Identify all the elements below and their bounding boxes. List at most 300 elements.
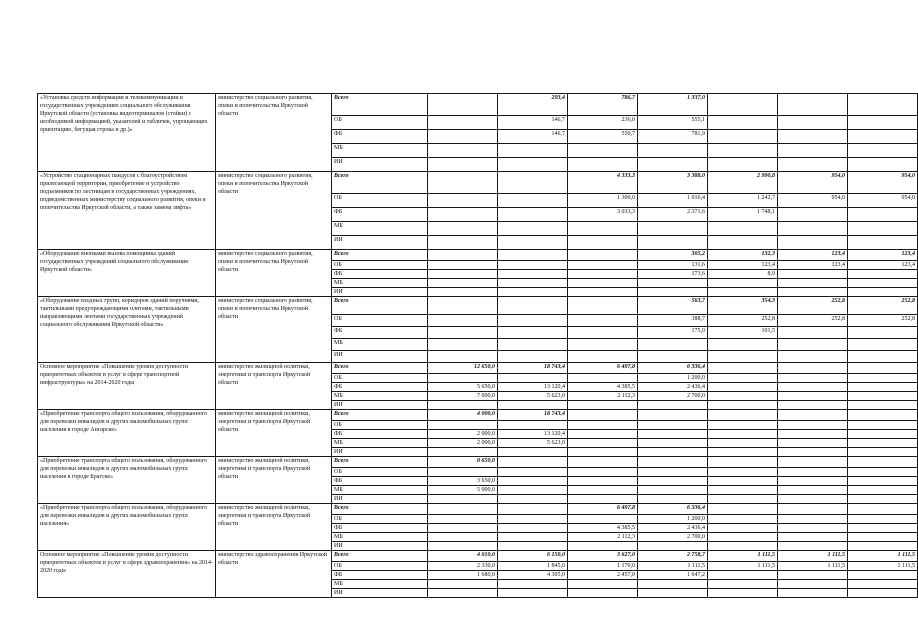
amount-cell: [708, 439, 778, 448]
amount-cell: [428, 194, 498, 208]
amount-cell: 4 010,0: [428, 551, 498, 562]
amount-cell: [708, 571, 778, 580]
executor-text: министерство социального развития, опеки и попечительства Иркутской области: [218, 95, 313, 117]
amount-cell: [428, 208, 498, 222]
executor: [216, 504, 332, 551]
amount-cell: [638, 589, 708, 598]
amount-cell: 252,8: [708, 315, 778, 327]
amount-cell: 2 330,0: [428, 562, 498, 571]
amount-cell: [638, 236, 708, 250]
amount-cell: [428, 222, 498, 236]
amount-cell: [568, 236, 638, 250]
activity-name: [38, 410, 216, 457]
amount-cell: [428, 130, 498, 144]
amount-cell: [568, 351, 638, 363]
executor: [216, 172, 332, 250]
amount-cell: 1 300,0: [568, 194, 638, 208]
amount-cell: [428, 315, 498, 327]
activity-name: [38, 457, 216, 504]
amount-cell: [498, 236, 568, 250]
amount-cell: [428, 421, 498, 430]
amount-cell: [568, 327, 638, 339]
funding-source: ФБ: [332, 383, 428, 392]
amount-cell: [848, 457, 918, 468]
amount-cell: 1 111,5: [848, 562, 918, 571]
amount-cell: 5 000,0: [428, 486, 498, 495]
amount-cell: [778, 288, 848, 297]
amount-cell: [778, 457, 848, 468]
amount-cell: [428, 401, 498, 410]
amount-cell: [638, 486, 708, 495]
amount-cell: [708, 504, 778, 515]
funding-source: Всего: [332, 363, 428, 374]
amount-cell: 1 111,5: [708, 551, 778, 562]
activity-name: [38, 504, 216, 551]
amount-cell: [638, 410, 708, 421]
amount-cell: [498, 270, 568, 279]
executor-text: министерство социального развития, опеки и попечительства Иркутской области: [218, 173, 313, 195]
activity-name-text: «Приобретение транспорта общего пользования, оборудованного для перевозки инвалидов и других маломобильных групп населения в городе Ангарске»: [40, 411, 208, 433]
amount-cell: 2 371,6: [638, 208, 708, 222]
amount-cell: 1 337,0: [638, 94, 708, 116]
amount-cell: 123,4: [778, 250, 848, 261]
amount-cell: [778, 477, 848, 486]
amount-cell: 1 200,0: [638, 374, 708, 383]
amount-cell: [428, 448, 498, 457]
amount-cell: [498, 495, 568, 504]
amount-cell: [708, 130, 778, 144]
amount-cell: [778, 589, 848, 598]
amount-cell: [848, 486, 918, 495]
amount-cell: [708, 421, 778, 430]
amount-cell: [568, 580, 638, 589]
amount-cell: [708, 222, 778, 236]
amount-cell: [498, 477, 568, 486]
amount-cell: [638, 158, 708, 172]
amount-cell: [498, 589, 568, 598]
amount-cell: [848, 94, 918, 116]
amount-cell: [638, 288, 708, 297]
funding-source: ФБ: [332, 270, 428, 279]
amount-cell: [848, 542, 918, 551]
amount-cell: [708, 392, 778, 401]
amount-cell: [428, 261, 498, 270]
amount-cell: 173,6: [638, 270, 708, 279]
amount-cell: [498, 279, 568, 288]
funding-source: МБ: [332, 392, 428, 401]
amount-cell: [638, 430, 708, 439]
amount-cell: [568, 495, 638, 504]
funding-source: МБ: [332, 486, 428, 495]
funding-source: ОБ: [332, 194, 428, 208]
amount-cell: 6 150,0: [498, 551, 568, 562]
activity-name-text: «Установка средств информации и телекоммуникации в государственных учреждениях социального обслуживания Иркутской области (установка видеотерминалов (стойки) с необходимой информацией, указателей и табличек, упрощающих ориентацию, бегущая строка и др.)»: [40, 95, 208, 133]
amount-cell: [568, 158, 638, 172]
table-row: [38, 297, 918, 315]
amount-cell: [498, 339, 568, 351]
amount-cell: 781,9: [638, 130, 708, 144]
amount-cell: [848, 410, 918, 421]
amount-cell: [778, 580, 848, 589]
amount-cell: [498, 580, 568, 589]
amount-cell: [848, 279, 918, 288]
funding-source: МБ: [332, 222, 428, 236]
amount-cell: [708, 339, 778, 351]
amount-cell: [708, 144, 778, 158]
amount-cell: [498, 401, 568, 410]
amount-cell: [848, 448, 918, 457]
amount-cell: [778, 116, 848, 130]
amount-cell: 3 627,0: [568, 551, 638, 562]
amount-cell: [498, 261, 568, 270]
amount-cell: 5 650,0: [428, 383, 498, 392]
funding-source: ФБ: [332, 430, 428, 439]
amount-cell: [568, 515, 638, 524]
amount-cell: [778, 401, 848, 410]
amount-cell: [638, 468, 708, 477]
amount-cell: [568, 477, 638, 486]
amount-cell: [778, 486, 848, 495]
amount-cell: [498, 351, 568, 363]
amount-cell: [848, 533, 918, 542]
amount-cell: 3 650,0: [428, 477, 498, 486]
amount-cell: [708, 401, 778, 410]
table-row: [38, 94, 918, 116]
amount-cell: [848, 158, 918, 172]
amount-cell: 305,2: [638, 250, 708, 261]
executor: [216, 551, 332, 598]
amount-cell: [708, 486, 778, 495]
amount-cell: [848, 589, 918, 598]
amount-cell: [428, 158, 498, 172]
funding-source: ОБ: [332, 261, 428, 270]
amount-cell: 6 336,4: [638, 363, 708, 374]
amount-cell: [708, 94, 778, 116]
activity-name: [38, 297, 216, 363]
amount-cell: 4 385,5: [568, 524, 638, 533]
amount-cell: [498, 457, 568, 468]
activity-name-text: «Приобретение транспорта общего пользования, оборудованного для перевозки инвалидов и других маломобильных групп населения»: [40, 505, 208, 527]
budget-table: [37, 93, 918, 598]
amount-cell: [428, 468, 498, 477]
amount-cell: [498, 448, 568, 457]
funding-source: ИИ: [332, 351, 428, 363]
amount-cell: [498, 504, 568, 515]
funding-source: МБ: [332, 580, 428, 589]
amount-cell: 7 000,0: [428, 392, 498, 401]
amount-cell: [848, 401, 918, 410]
funding-source: ИИ: [332, 448, 428, 457]
funding-source: Всего: [332, 504, 428, 515]
amount-cell: [498, 208, 568, 222]
amount-cell: 1 845,0: [498, 562, 568, 571]
amount-cell: [778, 363, 848, 374]
amount-cell: [428, 236, 498, 250]
amount-cell: 1 111,5: [638, 562, 708, 571]
amount-cell: 293,4: [498, 94, 568, 116]
amount-cell: 954,0: [778, 194, 848, 208]
funding-source: ИИ: [332, 542, 428, 551]
funding-source: Всего: [332, 551, 428, 562]
amount-cell: [498, 194, 568, 208]
executor: [216, 297, 332, 363]
activity-name-text: «Устройство стационарных пандусов с благоустройством прилегающей территории, приобретение и устройство подъемников по лестницам в государственных учреждениях, подведомственных министерству социального развития, опеки и попечительства Иркутской области, а также замена лифта»: [40, 173, 206, 211]
amount-cell: 18 743,4: [498, 363, 568, 374]
amount-cell: [778, 208, 848, 222]
amount-cell: [428, 542, 498, 551]
amount-cell: [498, 288, 568, 297]
amount-cell: 2 700,0: [638, 533, 708, 542]
executor-text: министерство социального развития, опеки и попечительства Иркутской области: [218, 251, 313, 273]
funding-source: МБ: [332, 279, 428, 288]
amount-cell: [708, 351, 778, 363]
amount-cell: [428, 504, 498, 515]
amount-cell: [498, 486, 568, 495]
amount-cell: 2 758,7: [638, 551, 708, 562]
amount-cell: [848, 383, 918, 392]
amount-cell: 6 497,8: [568, 363, 638, 374]
amount-cell: [638, 439, 708, 448]
amount-cell: [498, 533, 568, 542]
executor-text: министерство жилищной политики, энергетики и транспорта Иркутской области: [218, 364, 311, 386]
amount-cell: 132,3: [708, 250, 778, 261]
amount-cell: [708, 580, 778, 589]
amount-cell: [778, 236, 848, 250]
amount-cell: [708, 457, 778, 468]
amount-cell: 175,0: [638, 327, 708, 339]
table-row: [38, 172, 918, 194]
amount-cell: 550,7: [568, 130, 638, 144]
amount-cell: [568, 288, 638, 297]
amount-cell: [638, 222, 708, 236]
amount-cell: 2 000,0: [428, 439, 498, 448]
table-row: [38, 363, 918, 374]
amount-cell: [638, 144, 708, 158]
amount-cell: 954,0: [848, 194, 918, 208]
table-body: [38, 94, 918, 598]
amount-cell: [778, 410, 848, 421]
amount-cell: [848, 116, 918, 130]
amount-cell: 2 436,4: [638, 524, 708, 533]
amount-cell: [428, 327, 498, 339]
amount-cell: 354,3: [708, 297, 778, 315]
amount-cell: [638, 448, 708, 457]
amount-cell: [778, 542, 848, 551]
funding-source: МБ: [332, 339, 428, 351]
amount-cell: 146,7: [498, 130, 568, 144]
funding-source: ФБ: [332, 477, 428, 486]
amount-cell: [708, 477, 778, 486]
amount-cell: 12 650,0: [428, 363, 498, 374]
amount-cell: [568, 297, 638, 315]
amount-cell: [708, 468, 778, 477]
amount-cell: [568, 279, 638, 288]
amount-cell: 1 680,0: [428, 571, 498, 580]
amount-cell: [708, 279, 778, 288]
amount-cell: [498, 222, 568, 236]
activity-name: [38, 250, 216, 297]
funding-source: ОБ: [332, 374, 428, 383]
amount-cell: [848, 421, 918, 430]
funding-source: ОБ: [332, 468, 428, 477]
funding-source: МБ: [332, 144, 428, 158]
amount-cell: [708, 430, 778, 439]
amount-cell: 123,4: [708, 261, 778, 270]
table-row: [38, 250, 918, 261]
amount-cell: [708, 495, 778, 504]
amount-cell: 6 497,8: [568, 504, 638, 515]
amount-cell: [848, 392, 918, 401]
funding-source: ИИ: [332, 288, 428, 297]
amount-cell: 252,8: [848, 315, 918, 327]
amount-cell: 8,9: [708, 270, 778, 279]
amount-cell: [428, 270, 498, 279]
amount-cell: [848, 270, 918, 279]
table-row: [38, 504, 918, 515]
amount-cell: [848, 468, 918, 477]
amount-cell: [848, 495, 918, 504]
amount-cell: 954,0: [778, 172, 848, 194]
amount-cell: [708, 383, 778, 392]
amount-cell: [568, 468, 638, 477]
amount-cell: [848, 222, 918, 236]
amount-cell: [848, 130, 918, 144]
amount-cell: 1 170,0: [568, 562, 638, 571]
activity-name: [38, 363, 216, 410]
amount-cell: [498, 315, 568, 327]
amount-cell: [848, 374, 918, 383]
amount-cell: [428, 172, 498, 194]
amount-cell: [638, 542, 708, 551]
amount-cell: [498, 374, 568, 383]
amount-cell: 236,0: [568, 116, 638, 130]
amount-cell: [778, 448, 848, 457]
amount-cell: [638, 495, 708, 504]
amount-cell: [638, 421, 708, 430]
funding-source: ФБ: [332, 571, 428, 580]
amount-cell: [778, 524, 848, 533]
amount-cell: [428, 515, 498, 524]
funding-source: ФБ: [332, 327, 428, 339]
amount-cell: [778, 571, 848, 580]
amount-cell: [638, 351, 708, 363]
amount-cell: 3 033,3: [568, 208, 638, 222]
amount-cell: [568, 486, 638, 495]
amount-cell: [498, 327, 568, 339]
funding-source: Всего: [332, 457, 428, 468]
amount-cell: [568, 589, 638, 598]
amount-cell: [638, 580, 708, 589]
amount-cell: 146,7: [498, 116, 568, 130]
funding-source: МБ: [332, 533, 428, 542]
funding-source: Всего: [332, 94, 428, 116]
amount-cell: [428, 144, 498, 158]
activity-name: [38, 172, 216, 250]
funding-source: ОБ: [332, 562, 428, 571]
amount-cell: 1 111,5: [778, 562, 848, 571]
executor-text: министерство социального развития, опеки и попечительства Иркутской области: [218, 298, 313, 320]
funding-source: ФБ: [332, 524, 428, 533]
executor-text: министерство здравоохранения Иркутской области: [218, 552, 328, 566]
amount-cell: [778, 430, 848, 439]
funding-source: ОБ: [332, 116, 428, 130]
executor: [216, 457, 332, 504]
funding-source: ИИ: [332, 236, 428, 250]
amount-cell: 123,4: [848, 250, 918, 261]
amount-cell: [638, 339, 708, 351]
activity-name-text: Основное мероприятие «Повышение уровня доступности приоритетных объектов и услуг в сфере здравоохранения» на 2014-2020 годы: [40, 552, 213, 574]
amount-cell: [848, 580, 918, 589]
table-row: [38, 551, 918, 562]
amount-cell: 123,4: [778, 261, 848, 270]
executor: [216, 250, 332, 297]
amount-cell: [708, 524, 778, 533]
amount-cell: 1 748,1: [708, 208, 778, 222]
amount-cell: 4 333,3: [568, 172, 638, 194]
amount-cell: [568, 144, 638, 158]
amount-cell: [498, 297, 568, 315]
amount-cell: 1 111,5: [778, 551, 848, 562]
amount-cell: [638, 457, 708, 468]
amount-cell: [568, 261, 638, 270]
amount-cell: [428, 297, 498, 315]
funding-source: ФБ: [332, 208, 428, 222]
amount-cell: 1 647,2: [638, 571, 708, 580]
amount-cell: [778, 495, 848, 504]
amount-cell: [708, 515, 778, 524]
amount-cell: [778, 439, 848, 448]
amount-cell: 101,5: [708, 327, 778, 339]
amount-cell: [428, 351, 498, 363]
amount-cell: [778, 504, 848, 515]
amount-cell: [778, 533, 848, 542]
amount-cell: [498, 524, 568, 533]
amount-cell: [428, 250, 498, 261]
amount-cell: [498, 468, 568, 477]
amount-cell: [848, 288, 918, 297]
table-row: [38, 410, 918, 421]
amount-cell: 954,0: [848, 172, 918, 194]
amount-cell: [848, 144, 918, 158]
amount-cell: 18 743,4: [498, 410, 568, 421]
funding-source: Всего: [332, 172, 428, 194]
amount-cell: 6 336,4: [638, 504, 708, 515]
amount-cell: [848, 504, 918, 515]
amount-cell: [498, 542, 568, 551]
amount-cell: [778, 222, 848, 236]
amount-cell: [498, 421, 568, 430]
amount-cell: [568, 222, 638, 236]
funding-source: ИИ: [332, 589, 428, 598]
amount-cell: [848, 208, 918, 222]
amount-cell: [778, 94, 848, 116]
funding-source: ИИ: [332, 158, 428, 172]
funding-source: Всего: [332, 250, 428, 261]
amount-cell: [428, 524, 498, 533]
amount-cell: [638, 401, 708, 410]
executor-text: министерство жилищной политики, энергетики и транспорта Иркутской области: [218, 458, 311, 480]
amount-cell: 131,6: [638, 261, 708, 270]
amount-cell: 1 111,5: [708, 562, 778, 571]
amount-cell: 388,7: [638, 315, 708, 327]
amount-cell: [778, 383, 848, 392]
funding-source: Всего: [332, 410, 428, 421]
amount-cell: 2 990,8: [708, 172, 778, 194]
amount-cell: [708, 589, 778, 598]
amount-cell: 3 388,0: [638, 172, 708, 194]
amount-cell: [778, 144, 848, 158]
amount-cell: [778, 421, 848, 430]
